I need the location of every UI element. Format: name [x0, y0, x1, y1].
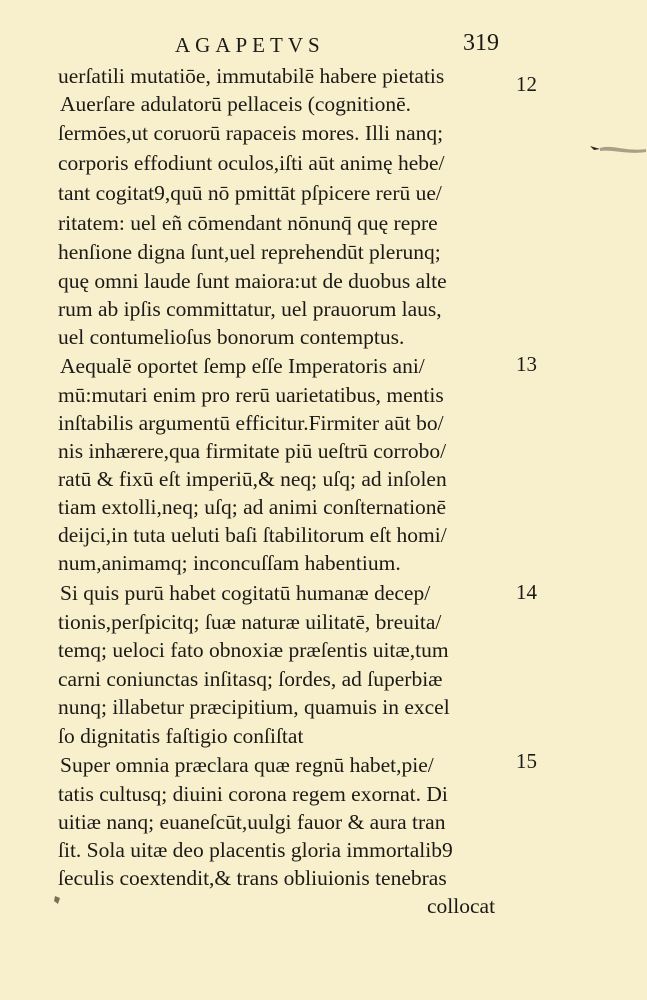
- text-line: nunq; illabetur præcipitium, quamuis in excel: [58, 695, 450, 719]
- text-line: corporis effodiunt oculos,iſti aūt animę hebe/: [58, 151, 445, 175]
- section-number: 12: [516, 72, 537, 96]
- text-line: carni coniunctas inſitasq; ſordes, ad ſuperbiæ: [58, 667, 443, 691]
- running-head: AGAPETVS: [175, 33, 325, 57]
- text-line: Super omnia præclara quæ regnū habet,pie/: [60, 753, 434, 777]
- text-line: tionis,perſpicitq; ſuæ naturæ uilitatē, breuita/: [58, 610, 442, 634]
- ink-blot-icon: [53, 895, 61, 905]
- text-line: uitiæ nanq; euaneſcūt,uulgi fauor & aura tran: [58, 810, 446, 834]
- catchword: collocat: [427, 894, 496, 918]
- text-line: nis inhærere,qua firmitate piū ueſtrū corrobo/: [58, 439, 447, 463]
- margin-ornament-icon: [590, 140, 646, 158]
- text-line: uel contumelioſus bonorum contemptus.: [58, 325, 405, 349]
- text-line: henſione digna ſunt,uel reprehendūt plerunq;: [58, 240, 441, 264]
- page-number: 319: [463, 30, 499, 56]
- text-line: deijci,in tuta ueluti baſi ſtabilitorum eſt homi/: [58, 523, 447, 547]
- text-line: Si quis purū habet cogitatū humanæ decep/: [60, 581, 431, 605]
- text-line: ritatem: uel eñ cōmendant nōnunq̄ quę repre: [58, 211, 438, 235]
- text-line: inſtabilis argumentū efficitur.Firmiter aūt bo/: [58, 411, 444, 435]
- text-line: quę omni laude ſunt maiora:ut de duobus alte: [58, 269, 447, 293]
- text-line: ſit. Sola uitæ deo placentis gloria immortalib9: [58, 838, 453, 862]
- text-line: Auerſare adulatorū pellaceis (cognitionē.: [60, 92, 412, 116]
- text-line: rum ab ipſis committatur, uel prauorum laus,: [58, 297, 442, 321]
- text-line: tatis cultusq; diuini corona regem exornat. Di: [58, 782, 448, 806]
- text-line: temq; ueloci fato obnoxiæ præſentis uitæ,tum: [58, 638, 449, 662]
- text-line: ſo dignitatis faſtigio conſiſtat: [58, 724, 304, 748]
- section-number: 15: [516, 749, 537, 773]
- text-line: mū:mutari enim pro rerū uarietatibus, mentis: [58, 383, 444, 407]
- text-line: tant cogitat9,quū nō pmittāt pſpicere rerū ue/: [58, 181, 442, 205]
- text-line: ſermōes,ut coruorū rapaceis mores. Illi nanq;: [58, 121, 444, 145]
- text-line: uerſatili mutatiōe, immutabilē habere pietatis: [58, 64, 445, 88]
- section-number: 14: [516, 580, 537, 604]
- section-number: 13: [516, 352, 537, 376]
- text-line: tiam extolli,neq; uſq; ad animi conſternationē: [58, 495, 447, 519]
- text-line: Aequalē oportet ſemp eſſe Imperatoris ani/: [60, 354, 425, 378]
- text-line: num,animamq; inconcuſſam habentium.: [58, 551, 401, 575]
- text-line: ſeculis coextendit,& trans obliuionis tenebras: [58, 866, 447, 890]
- text-line: ratū & fixū eſt imperiū,& neq; uſq; ad inſolen: [58, 467, 447, 491]
